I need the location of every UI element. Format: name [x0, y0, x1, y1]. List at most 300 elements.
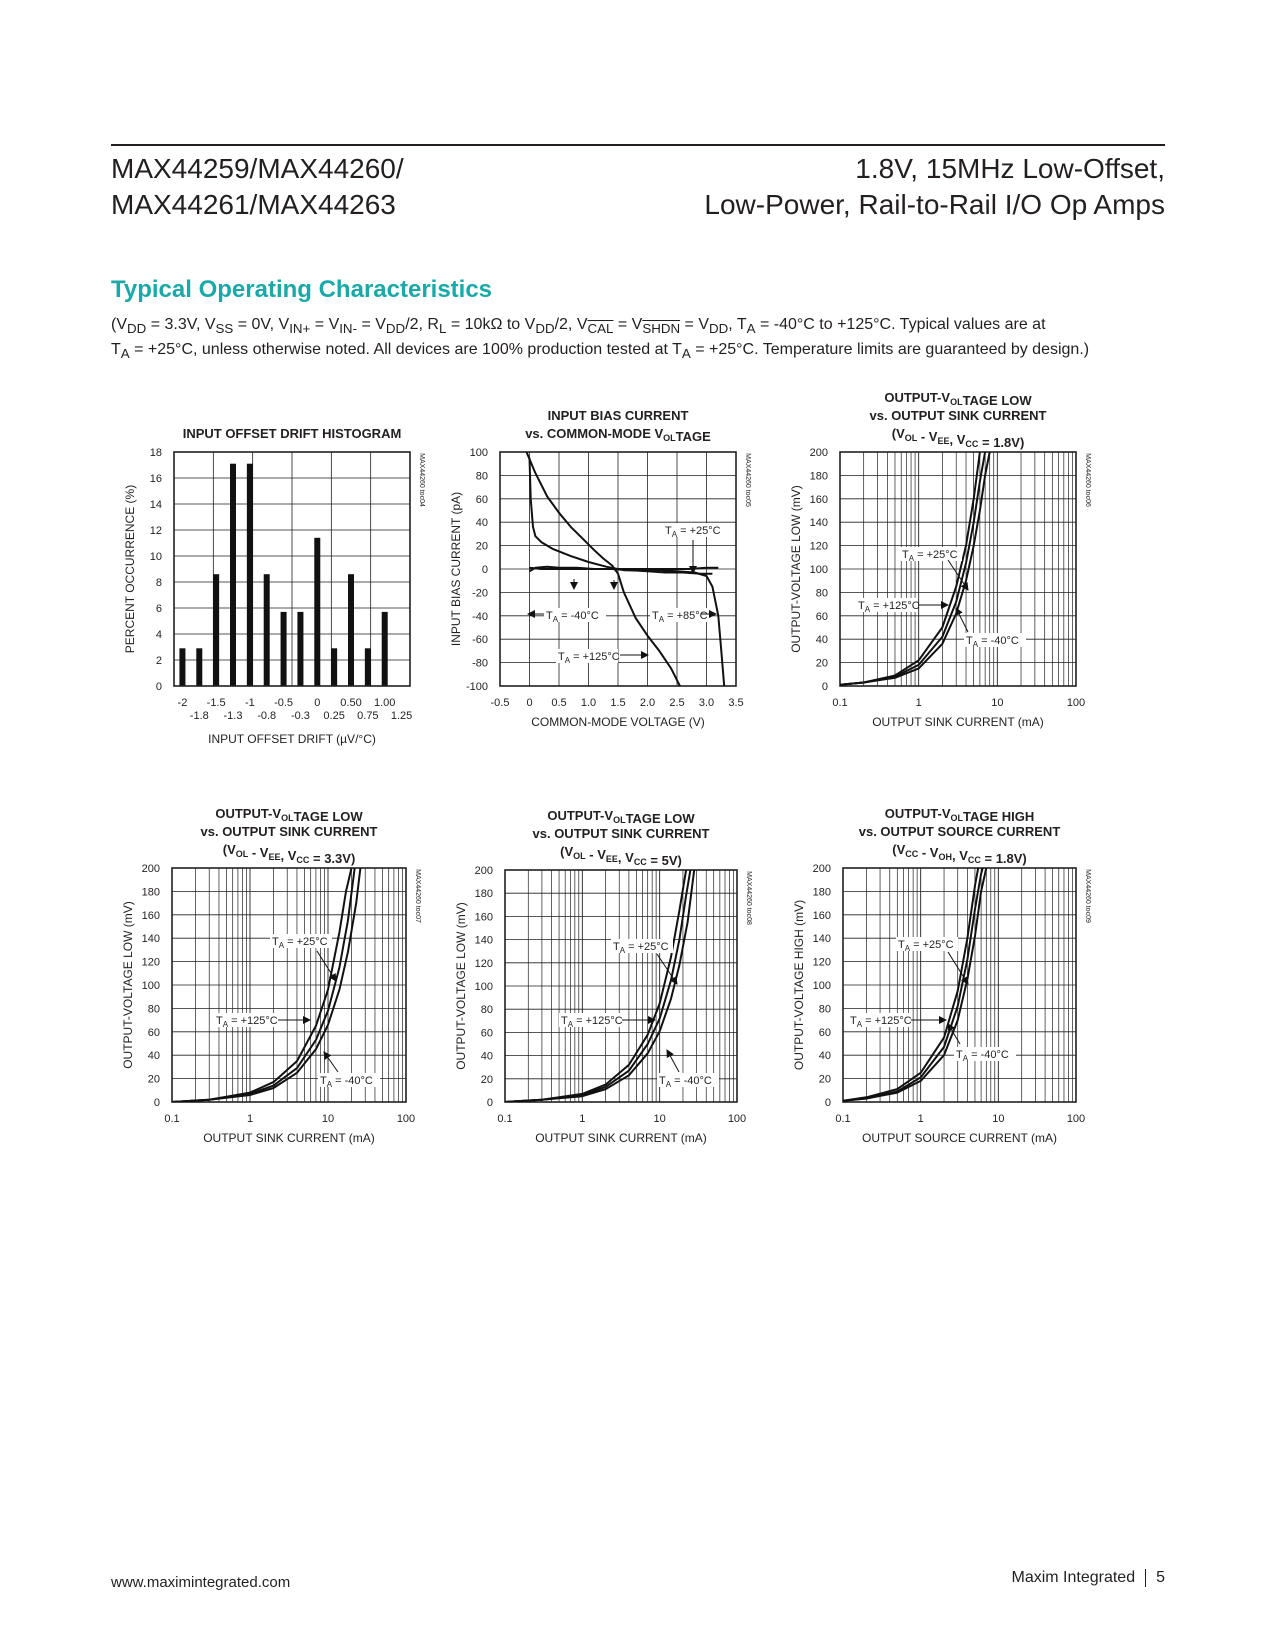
label-rest: = +25°C — [625, 941, 669, 953]
footer-company: Maxim Integrated — [1011, 1569, 1136, 1587]
title-sub: EE — [937, 436, 950, 446]
chart-title-line — [870, 408, 1047, 423]
x-axis-label: COMMON-MODE VOLTAGE (V) — [531, 715, 705, 729]
y-tick-label: 40 — [480, 1050, 493, 1063]
x-tick-label: 0.25 — [323, 710, 345, 722]
y-tick-label: 80 — [818, 1003, 831, 1016]
x-tick-label: 1.5 — [610, 697, 626, 709]
title-v: V — [564, 844, 574, 859]
y-tick-label: 80 — [480, 1004, 493, 1017]
title-text: INPUT OFFSET DRIFT HISTOGRAM — [182, 426, 402, 441]
y-tick-label: 8 — [155, 577, 162, 589]
y-tick-label: 180 — [141, 886, 160, 899]
annotation-arrow — [667, 1050, 679, 1072]
toc-code: MAX44260 toc09 — [1084, 869, 1091, 923]
subscript: L — [438, 321, 447, 337]
y-axis-label: OUTPUT-VOLTAGE HIGH (mV) — [792, 899, 806, 1071]
title-v: V — [896, 842, 906, 857]
label-rest: = -40°C — [558, 610, 599, 622]
title-text: vs. OUTPUT SINK CURRENT — [532, 826, 710, 841]
label-sub-a: A — [972, 640, 979, 649]
chart-title-line — [533, 826, 710, 841]
y-tick-label: 0 — [824, 1097, 831, 1109]
y-tick-label: -20 — [472, 587, 488, 600]
subscript: SS — [215, 321, 234, 337]
histogram-bar — [179, 648, 185, 686]
chart-svg-toc08 — [445, 806, 775, 1156]
y-tick-label: 100 — [809, 564, 828, 576]
title-text: = 5V) — [646, 853, 682, 868]
part-numbers-line1: MAX44259/MAX44260/ — [111, 153, 404, 184]
title-sub: CC — [965, 439, 979, 449]
chart-input-bias-current — [448, 408, 768, 748]
y-tick-label: 160 — [809, 493, 828, 506]
chart-title-line — [525, 426, 711, 444]
label-t: T — [561, 1015, 568, 1027]
title-text: vs. OUTPUT SINK CURRENT — [869, 408, 1047, 423]
y-tick-label: 4 — [155, 629, 162, 641]
label-t: T — [858, 600, 865, 612]
histogram-bar — [314, 538, 320, 686]
chart-title-line — [884, 390, 1032, 408]
title-v: V — [928, 429, 938, 444]
title-text: - — [918, 845, 930, 860]
toc-code: MAX44260 toc04 — [418, 453, 425, 507]
chart-svg-toc07 — [112, 806, 442, 1156]
chart-title-line — [183, 426, 402, 441]
title-text: vs. OUTPUT SOURCE CURRENT — [858, 824, 1061, 839]
y-tick-label: 60 — [147, 1026, 160, 1039]
subscript: DD — [709, 321, 729, 337]
title-v: V — [941, 390, 951, 405]
series-line — [840, 452, 980, 685]
title-text: TAGE LOW — [293, 809, 363, 824]
y-tick-label: 40 — [815, 634, 828, 647]
subscript: IN+ — [289, 321, 311, 337]
title-sub: EE — [605, 854, 618, 864]
footer-company-page — [1011, 1569, 1165, 1587]
y-tick-label: 0 — [486, 1097, 493, 1109]
y-tick-label: 10 — [149, 551, 162, 563]
title-sub: OL — [950, 397, 963, 407]
title-sub: CC — [967, 855, 981, 865]
histogram-bar — [382, 612, 388, 686]
x-tick-label: 10 — [992, 1113, 1005, 1125]
y-tick-label: 160 — [474, 911, 493, 924]
chart-title-line — [223, 842, 356, 866]
histogram-bar — [196, 648, 202, 686]
title-sub: CC — [296, 855, 310, 865]
title-sub: OL — [904, 433, 918, 443]
footer-separator — [1145, 1569, 1146, 1587]
y-axis-label: OUTPUT-VOLTAGE LOW (mV) — [454, 902, 468, 1070]
title-text: TAGE — [675, 429, 711, 444]
y-tick-label: 180 — [809, 470, 828, 483]
histogram-bar — [281, 612, 287, 686]
histogram-bar — [331, 648, 337, 686]
histogram-bar — [213, 574, 219, 686]
y-tick-label: 20 — [818, 1073, 831, 1086]
title-text: , — [951, 848, 960, 863]
label-rest: = -40°C — [978, 635, 1019, 647]
gridlines — [174, 452, 410, 686]
label-rest: = +125°C — [228, 1015, 278, 1027]
title-sub: OH — [938, 852, 952, 862]
title-v: V — [956, 432, 966, 447]
label-sub-a: A — [222, 1020, 229, 1029]
x-tick-label: 0.1 — [835, 1113, 851, 1125]
label-t: T — [546, 610, 553, 622]
y-tick-label: 120 — [474, 957, 493, 970]
chart-voh-source-1v8 — [778, 806, 1108, 1156]
y-tick-label: 60 — [815, 610, 828, 623]
y-tick-label: 140 — [474, 934, 493, 947]
label-sub-a: A — [962, 1054, 969, 1063]
x-tick-label: 3.0 — [698, 697, 715, 709]
chart-input-offset-drift-histogram — [118, 408, 438, 748]
y-tick-label: 80 — [475, 470, 488, 483]
y-tick-label: 0 — [481, 564, 488, 576]
x-tick-label: 10 — [321, 1113, 335, 1125]
x-tick-label: 0.75 — [357, 710, 379, 722]
label-rest: = +25°C — [910, 939, 954, 951]
histogram-bar — [297, 612, 303, 686]
title-text: , — [280, 848, 288, 863]
title-text: , — [617, 850, 626, 865]
y-tick-label: 100 — [812, 980, 831, 992]
chart-vol-sink-1v8 — [778, 390, 1108, 740]
x-tick-label: 10 — [991, 697, 1004, 709]
x-tick-label: 1.25 — [390, 710, 413, 722]
y-tick-label: 160 — [141, 909, 160, 922]
x-tick-label: 1 — [579, 1113, 586, 1125]
label-t: T — [850, 1015, 857, 1027]
title-text: = 1.8V) — [978, 435, 1025, 450]
title-text: OUTPUT- — [884, 390, 942, 405]
y-axis-label: PERCENT OCCURRENCE (%) — [123, 484, 137, 654]
header-rule — [111, 144, 1165, 146]
label-rest: = -40°C — [968, 1049, 1009, 1061]
gridlines — [505, 870, 737, 1102]
x-tick-label: 0.1 — [497, 1113, 513, 1125]
x-axis-label: OUTPUT SINK CURRENT (mA) — [535, 1131, 707, 1145]
title-text: - — [917, 429, 929, 444]
y-tick-label: -80 — [472, 657, 488, 670]
test-conditions-line2: $T_A = +25^\circ C$, unless otherwise noted. All devices are 100% production tested at $T_A = +25^\circ C$. Temperature limits are guaranteed by design.) — [111, 341, 1090, 362]
label-t: T — [898, 939, 905, 951]
chart-vol-sink-5v — [445, 806, 775, 1156]
label-t: T — [558, 651, 565, 663]
y-tick-label: 100 — [474, 981, 493, 993]
label-sub-a: A — [665, 1080, 672, 1089]
label-rest: = +25°C — [284, 936, 328, 948]
x-axis-label: OUTPUT SINK CURRENT (mA) — [872, 715, 1044, 729]
y-tick-label: 20 — [475, 540, 488, 553]
chart-title-line — [892, 842, 1027, 866]
title-sub: OL — [281, 813, 294, 823]
toc-code: MAX44260 toc06 — [1084, 453, 1091, 507]
y-tick-label: 40 — [475, 517, 488, 530]
y-tick-label: 80 — [815, 587, 828, 600]
label-sub-a: A — [904, 944, 911, 953]
x-tick-label: 0.5 — [551, 697, 567, 709]
label-t: T — [902, 549, 909, 561]
x-tick-label: 1 — [915, 697, 922, 709]
document-title-line2: Low-Power, Rail-to-Rail I/O Op Amps — [704, 189, 1165, 220]
label-rest: = +125°C — [862, 1015, 912, 1027]
chart-title-line — [560, 844, 682, 868]
y-tick-label: 12 — [149, 525, 162, 537]
subscript: IN- — [339, 321, 358, 337]
title-text: OUTPUT- — [547, 808, 605, 823]
x-axis-label: INPUT OFFSET DRIFT (µV/°C) — [208, 732, 376, 746]
subscript: SHDN — [642, 321, 681, 337]
y-tick-label: 14 — [149, 499, 162, 511]
test-conditions — [111, 314, 1165, 364]
subscript: DD — [535, 321, 555, 337]
title-v: V — [597, 847, 606, 862]
chart-svg-toc06 — [778, 390, 1108, 740]
title-sub: OL — [950, 813, 963, 823]
label-t: T — [272, 936, 279, 948]
y-tick-label: 0 — [153, 1097, 160, 1109]
toc-code: MAX44260 toc07 — [414, 869, 421, 923]
y-tick-label: 40 — [147, 1050, 160, 1063]
y-tick-label: 180 — [812, 886, 831, 899]
label-sub-a: A — [864, 605, 871, 614]
subscript: DD — [385, 321, 406, 337]
x-tick-label: 100 — [1066, 697, 1086, 709]
x-tick-label: 100 — [396, 1113, 416, 1125]
label-rest: = +125°C — [570, 651, 620, 663]
title-sub: OL — [663, 433, 676, 443]
x-tick-label: -2 — [177, 697, 188, 709]
y-tick-label: 140 — [809, 517, 828, 530]
y-tick-label: 120 — [809, 540, 828, 553]
y-tick-label: 20 — [815, 657, 828, 670]
x-tick-label: -1.5 — [206, 697, 226, 709]
label-sub-a: A — [671, 530, 678, 539]
label-rest: = +85°C — [664, 610, 708, 622]
x-tick-label: -0.3 — [290, 710, 310, 722]
title-text: OUTPUT- — [215, 806, 273, 821]
chart-title-line — [859, 824, 1061, 839]
label-sub-a: A — [856, 1020, 863, 1029]
x-tick-label: 3.5 — [728, 697, 744, 709]
title-v: V — [227, 842, 236, 857]
footer-url[interactable]: www.maximintegrated.com — [111, 1574, 291, 1591]
histogram-bar — [247, 464, 253, 686]
title-text: TAGE LOW — [962, 393, 1032, 408]
y-tick-label: 180 — [474, 888, 493, 901]
y-tick-label: 160 — [812, 909, 831, 922]
x-axis-label: OUTPUT SINK CURRENT (mA) — [203, 1131, 375, 1145]
x-tick-label: -0.8 — [257, 710, 277, 722]
x-tick-label: -0.5 — [490, 697, 510, 709]
x-tick-label: 2.0 — [639, 697, 656, 709]
label-rest: = -40°C — [671, 1075, 712, 1087]
title-text: , — [949, 432, 957, 447]
y-tick-label: 20 — [147, 1073, 160, 1086]
x-tick-label: 1.0 — [580, 697, 597, 709]
y-tick-label: -100 — [465, 681, 488, 693]
title-text: ( — [222, 842, 228, 857]
x-tick-label: -1.8 — [189, 710, 209, 722]
label-t: T — [652, 610, 659, 622]
title-sub: OL — [613, 815, 626, 825]
label-sub-a: A — [564, 656, 571, 665]
chart-vol-sink-3v3 — [112, 806, 442, 1156]
toc-code: MAX44260 toc05 — [744, 453, 751, 507]
label-sub-a: A — [619, 946, 626, 955]
series-line — [840, 452, 985, 685]
title-v: V — [896, 426, 905, 441]
label-t: T — [665, 525, 672, 537]
title-v: V — [272, 806, 282, 821]
title-v: V — [654, 426, 664, 441]
subscript: A — [681, 346, 691, 362]
subscript: DD — [127, 321, 147, 337]
label-t: T — [956, 1049, 963, 1061]
gridlines — [840, 452, 1076, 686]
title-text: - — [585, 847, 598, 862]
y-tick-label: 2 — [155, 655, 162, 667]
y-tick-label: -60 — [472, 634, 488, 647]
document-title — [704, 151, 1165, 223]
y-tick-label: 80 — [147, 1003, 160, 1016]
title-v: V — [941, 806, 951, 821]
title-text: ( — [560, 844, 565, 859]
x-tick-label: 0.1 — [164, 1113, 180, 1125]
title-text: - — [248, 845, 260, 860]
title-sub: EE — [268, 852, 281, 862]
x-tick-label: 0.1 — [832, 697, 848, 709]
label-t: T — [320, 1075, 327, 1087]
x-tick-label: 1 — [917, 1113, 924, 1125]
chart-title-line — [215, 806, 363, 824]
y-tick-label: 120 — [141, 956, 160, 969]
series-line — [843, 868, 986, 1101]
document-title-line1: 1.8V, 15MHz Low-Offset, — [855, 153, 1165, 184]
y-tick-label: 120 — [812, 956, 831, 969]
y-tick-label: 16 — [149, 473, 162, 485]
chart-svg-toc04 — [118, 408, 438, 748]
y-tick-label: 200 — [141, 863, 160, 875]
chart-title-line — [885, 806, 1035, 824]
x-tick-label: 0.50 — [340, 697, 362, 709]
label-rest: = +125°C — [573, 1015, 623, 1027]
part-numbers-line2: MAX44261/MAX44263 — [111, 189, 396, 220]
chart-title-line — [201, 824, 378, 839]
x-tick-label: -0.5 — [274, 697, 294, 709]
histogram-bar — [348, 574, 354, 686]
title-text: = 1.8V) — [980, 851, 1027, 866]
y-tick-label: 100 — [141, 980, 160, 992]
title-v: V — [959, 848, 968, 863]
y-tick-label: 60 — [475, 493, 488, 506]
label-sub-a: A — [552, 615, 559, 624]
x-tick-label: -1 — [244, 697, 255, 709]
y-axis-label: OUTPUT-VOLTAGE LOW (mV) — [121, 901, 135, 1069]
chart-title-line — [548, 408, 689, 423]
chart-title-line — [892, 426, 1025, 450]
y-tick-label: 140 — [812, 933, 831, 946]
x-tick-label: 2.5 — [669, 697, 685, 709]
label-sub-a: A — [326, 1080, 333, 1089]
title-v: V — [604, 808, 614, 823]
title-v: V — [625, 850, 634, 865]
x-tick-label: 10 — [653, 1113, 666, 1125]
y-tick-label: 20 — [480, 1073, 493, 1086]
toc-code: MAX44260 toc08 — [745, 871, 752, 925]
y-tick-label: 6 — [155, 603, 162, 615]
y-tick-label: 18 — [149, 447, 162, 459]
label-sub-a: A — [908, 554, 915, 563]
y-axis-label: INPUT BIAS CURRENT (pA) — [449, 491, 463, 647]
label-t: T — [216, 1015, 223, 1027]
title-text: ( — [892, 842, 897, 857]
chart-svg-toc05 — [448, 408, 768, 748]
label-t: T — [659, 1075, 666, 1087]
histogram-bar — [365, 648, 371, 686]
x-tick-label: 0 — [526, 697, 533, 709]
section-title: Typical Operating Characteristics — [111, 276, 493, 303]
y-tick-label: 0 — [821, 681, 828, 693]
label-sub-a: A — [278, 941, 285, 950]
gridlines — [172, 868, 406, 1102]
title-sub: OL — [235, 849, 249, 859]
title-v: V — [929, 845, 939, 860]
label-rest: = +25°C — [677, 525, 721, 537]
title-text: vs. OUTPUT SINK CURRENT — [200, 824, 378, 839]
label-rest: = +125°C — [870, 600, 920, 612]
part-numbers — [111, 151, 404, 223]
x-tick-label: 0 — [314, 697, 321, 709]
y-tick-label: 40 — [818, 1050, 831, 1063]
x-axis-label: OUTPUT SOURCE CURRENT (mA) — [862, 1131, 1057, 1145]
y-tick-label: 0 — [155, 681, 162, 693]
y-axis-label: OUTPUT-VOLTAGE LOW (mV) — [789, 485, 803, 653]
title-text: OUTPUT- — [884, 806, 942, 821]
title-text: vs. COMMON-MODE — [525, 426, 655, 441]
y-tick-label: 140 — [141, 933, 160, 946]
subscript: CAL — [587, 321, 614, 337]
x-tick-label: -1.3 — [223, 710, 243, 722]
x-tick-label: 100 — [1066, 1113, 1086, 1125]
label-sub-a: A — [567, 1020, 574, 1029]
y-tick-label: 200 — [812, 863, 831, 875]
histogram-bar — [264, 574, 270, 686]
y-tick-label: 100 — [469, 447, 488, 459]
title-sub: CC — [633, 857, 647, 867]
y-tick-label: 60 — [480, 1027, 493, 1040]
title-v: V — [287, 848, 297, 863]
x-tick-label: 1.00 — [374, 697, 396, 709]
title-text: TAGE LOW — [625, 811, 695, 826]
title-text: TAGE HIGH — [962, 809, 1035, 824]
title-sub: OL — [573, 851, 586, 861]
label-sub-a: A — [658, 615, 665, 624]
subscript: A — [746, 321, 756, 337]
y-tick-label: 200 — [474, 865, 493, 877]
page-number: 5 — [1156, 1569, 1165, 1587]
label-rest: = -40°C — [332, 1075, 373, 1087]
title-text: = 3.3V) — [309, 851, 356, 866]
title-text: INPUT BIAS CURRENT — [547, 408, 689, 423]
label-rest: = +25°C — [914, 549, 958, 561]
chart-title-line — [547, 808, 695, 826]
title-text: ( — [891, 426, 897, 441]
